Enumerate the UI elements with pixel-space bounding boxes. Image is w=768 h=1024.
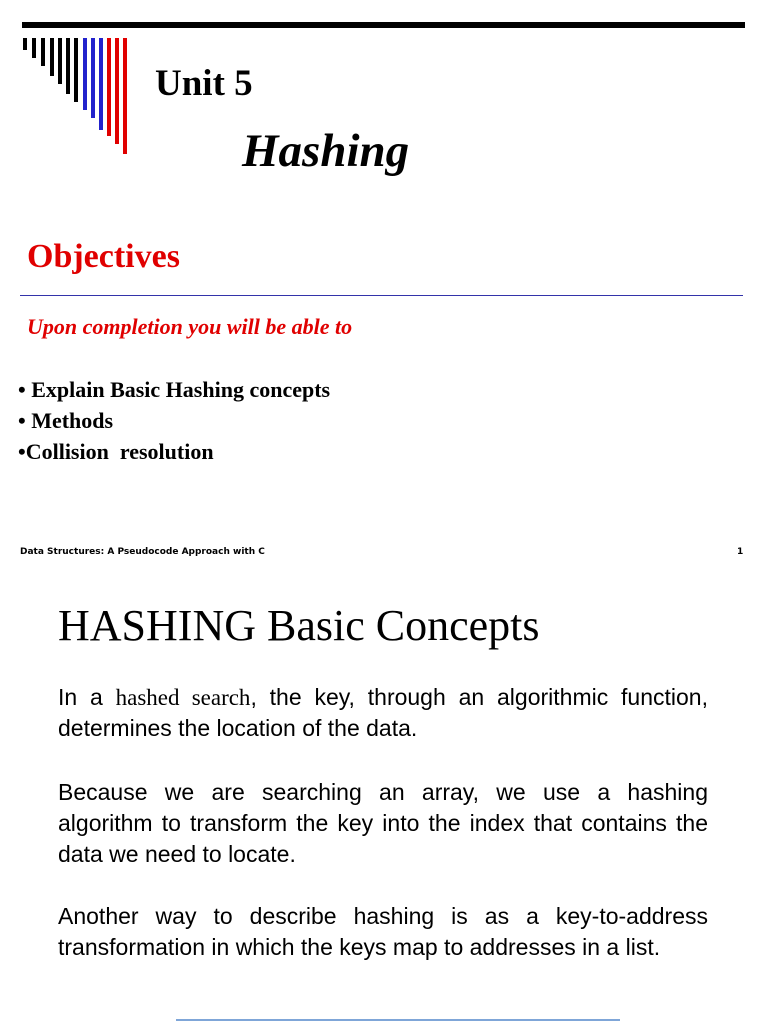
decor-bar <box>66 38 70 94</box>
top-rule <box>22 22 745 28</box>
paragraph-text: , the key, through an algorithmic function, determines the location of the data. <box>58 684 708 741</box>
unit-title: Unit 5 <box>155 63 253 104</box>
objective-item: • Explain Basic Hashing concepts <box>18 377 331 402</box>
page-number: 1 <box>737 547 744 557</box>
decor-bar <box>58 38 62 84</box>
slide-2 <box>0 575 768 1024</box>
objectives-list <box>18 374 330 467</box>
decor-bar <box>91 38 95 118</box>
decor-bar <box>50 38 54 76</box>
paragraph-text: In a <box>58 684 116 710</box>
decor-bar <box>115 38 119 144</box>
paragraph: Because we are searching an array, we use a hashing algorithm to transform the key into the index that contains the data we need to locate. <box>58 779 708 867</box>
decor-bar <box>32 38 36 58</box>
objective-item: • Methods <box>18 408 114 433</box>
objectives-rule <box>20 295 743 296</box>
decor-bar <box>107 38 111 136</box>
decor-bar <box>123 38 127 154</box>
bottom-rule <box>176 1019 620 1021</box>
decor-bar <box>41 38 45 66</box>
objectives-heading: Objectives <box>27 238 180 275</box>
decor-bar <box>83 38 87 110</box>
objectives-subtitle: Upon completion you will be able to <box>27 314 353 339</box>
term-highlight: hashed search <box>115 685 251 710</box>
decor-bar <box>74 38 78 102</box>
decor-bar <box>23 38 27 50</box>
paragraph: Another way to describe hashing is as a key-to-address transformation in which the keys map to addresses in a list. <box>58 903 708 960</box>
slide-title: Hashing <box>242 125 410 177</box>
slide-title: HASHING Basic Concepts <box>58 601 540 650</box>
decor-bar <box>99 38 103 130</box>
slide-footer: Data Structures: A Pseudocode Approach with C <box>20 547 265 557</box>
paragraph <box>58 682 708 744</box>
objective-item: •Collision resolution <box>18 439 214 464</box>
